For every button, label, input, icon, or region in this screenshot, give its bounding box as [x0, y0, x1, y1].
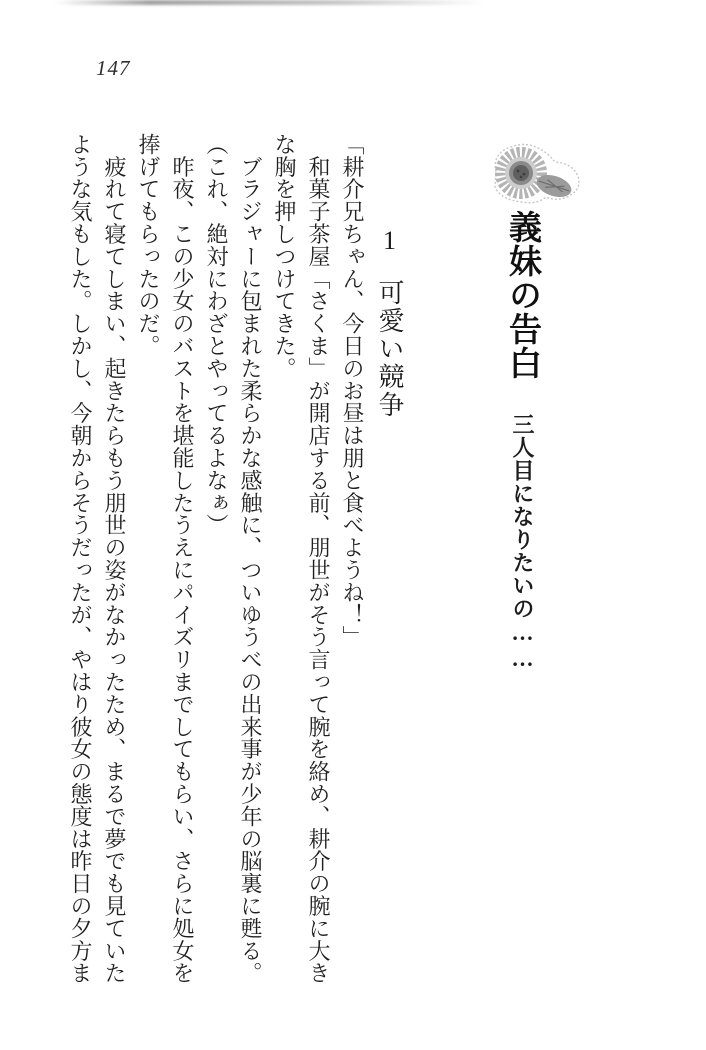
sunflower-icon	[484, 140, 584, 221]
section-heading	[372, 226, 406, 486]
body-line: ブラジャーに包まれた柔らかな感触に、ついゆうべの出来事が少年の脳裏に甦る。	[238, 133, 263, 985]
chapter-subtitle: 三人目になりたいの……	[510, 413, 535, 672]
page-number: 147	[96, 56, 131, 80]
scan-edge-shadow	[55, 0, 485, 5]
chapter-header	[502, 210, 542, 690]
body-text	[63, 133, 369, 989]
body-line: （これ、絶対にわざとやってるよなぁ）	[204, 133, 229, 537]
chapter-title: 義妹の告白	[504, 210, 540, 380]
body-line: 疲れて寝てしまい、起きたらもう朋世の姿がなかったため、まるで夢でも見ていた	[102, 133, 127, 985]
body-line: な胸を押しつけてきた。	[272, 133, 297, 380]
body-line: ような気もした。しかし、今朝からそうだったが、やはり彼女の態度は昨日の夕方ま	[68, 133, 93, 985]
body-line: 昨夜、この少女のバストを堪能したうえにパイズリまでしてもらい、さらに処女を	[170, 133, 195, 985]
body-line: 「耕介兄ちゃん、今日のお昼は朋と食べようね！」	[340, 133, 365, 649]
body-line: 和菓子茶屋「さくま」が開店する前、朋世がそう言って腕を絡め、耕介の腕に大き	[306, 133, 331, 985]
section-number: 1	[375, 226, 404, 257]
section-title: 可愛い競争	[375, 279, 404, 419]
body-line: 捧げてもらったのだ。	[136, 133, 161, 357]
